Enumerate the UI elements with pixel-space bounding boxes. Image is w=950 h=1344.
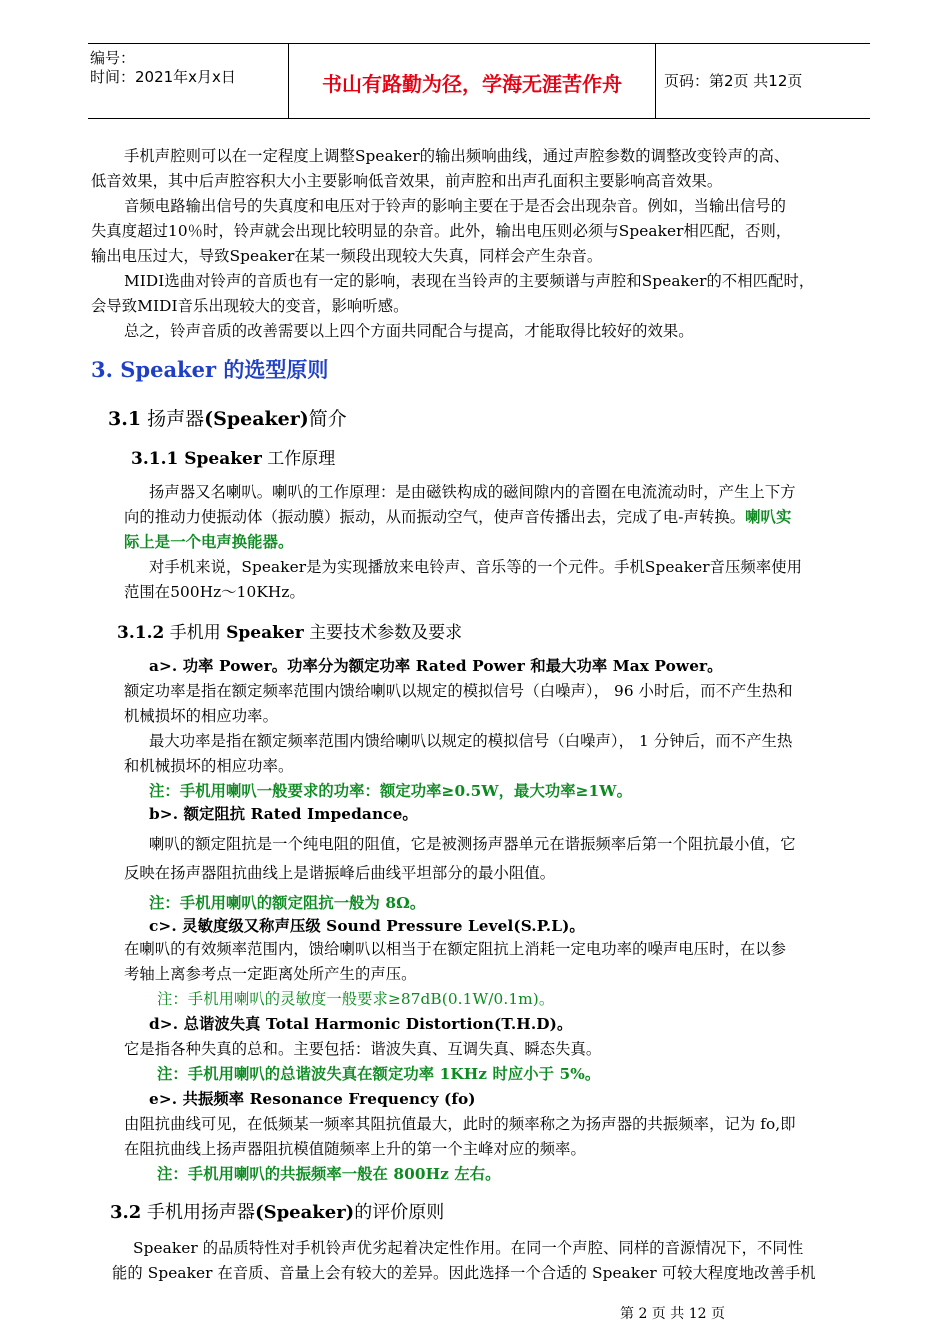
paragraph-line: 范围在500Hz～10KHz。 [124,583,305,601]
paragraph-line: MIDI选曲对铃声的音质也有一定的影响，表现在当铃声的主要频谱与声腔和Speaker的不相匹配时， [124,272,815,290]
paragraph-line: 在阻抗曲线上扬声器阻抗模值随频率上升的第一个主峰对应的频率。 [124,1140,586,1158]
note-line: 注：手机用喇叭的总谐波失真在额定功率 1KHz 时应小于 5%。 [157,1065,601,1083]
paragraph-line: 额定功率是指在额定频率范围内馈给喇叭以规定的模拟信号（白噪声）， 96 小时后，而不产生热和 [124,682,793,700]
note-line: 注：手机用喇叭的灵敏度一般要求≥87dB(0.1W/0.1m)。 [157,990,555,1008]
header-motto-cell [289,44,656,118]
subsubsection-heading: 3.1.1 Speaker 工作原理 [131,449,336,469]
header-motto: 书山有路勤为径，学海无涯苦作舟 [322,72,622,96]
paragraph-line: 喇叭的额定阻抗是一个纯电阻的阻值，它是被测扬声器单元在谐振频率后第一个阻抗最小值，它 [149,835,796,853]
paragraph-line: 和机械损坏的相应功率。 [124,757,294,775]
param-title: b>. 额定阻抗 Rated Impedance。 [149,805,418,823]
subsubsection-heading: 3.1.2 手机用 Speaker 主要技术参数及要求 [117,623,463,643]
paragraph-line: 它是指各种失真的总和。主要包括：谐波失真、互调失真、瞬态失真。 [124,1040,602,1058]
paragraph-line: 对手机来说，Speaker是为实现播放来电铃声、音乐等的一个元件。手机Speaker音压频率使用 [149,558,803,576]
page-header [88,43,870,119]
note-line: 注：手机用喇叭的共振频率一般在 800Hz 左右。 [157,1165,501,1183]
paragraph-line: 考轴上离参考点一定距离处所产生的声压。 [124,965,417,983]
header-page-cell [656,44,870,118]
param-title: c>. 灵敏度级又称声压级 Sound Pressure Level(S.P.L)。 [149,917,585,935]
header-page-info: 页码：第2页 共12页 [664,72,803,90]
param-title: e>. 共振频率 Resonance Frequency (fo) [149,1090,476,1108]
paragraph-line: 低音效果，其中后声腔容积大小主要影响低音效果，前声腔和出声孔面积主要影响高音效果。 [91,172,723,190]
paragraph-line: 扬声器又名喇叭。喇叭的工作原理：是由磁铁构成的磁间隙内的音圈在电流流动时，产生上下方 [149,483,796,501]
paragraph-line: 在喇叭的有效频率范围内，馈给喇叭以相当于在额定阻抗上消耗一定电功率的噪声电压时，在以参 [124,940,787,958]
paragraph-line: 最大功率是指在额定频率范围内馈给喇叭以规定的模拟信号（白噪声）， 1 分钟后，而不产生热 [149,732,793,750]
paragraph-line: 手机声腔则可以在一定程度上调整Speaker的输出频响曲线，通过声腔参数的调整改变铃声的高、 [124,147,790,165]
section-heading: 3. Speaker 的选型原则 [91,357,329,382]
paragraph-line: 输出电压过大，导致Speaker在某一频段出现较大失真，同样会产生杂音。 [91,247,603,265]
page-footer: 第 2 页 共 12 页 [620,1306,725,1322]
note-line: 注：手机用喇叭一般要求的功率：额定功率≥0.5W，最大功率≥1W。 [149,782,632,800]
subsection-heading: 3.2 手机用扬声器(Speaker)的评价原则 [110,1202,445,1223]
paragraph-line: 会导致MIDI音乐出现较大的变音，影响听感。 [91,297,409,315]
paragraph-line: Speaker 的品质特性对手机铃声优劣起着决定性作用。在同一个声腔、同样的音源情况下，不同性 [133,1239,804,1257]
paragraph-line: 向的推动力使振动体（振动膜）振动，从而振动空气，使声音传播出去，完成了电-声转换。喇叭实 [124,508,792,526]
paragraph-line: 机械损坏的相应功率。 [124,707,278,725]
param-title: a>. 功率 Power。功率分为额定功率 Rated Power 和最大功率 Max Power。 [149,657,723,675]
header-meta-cell [88,44,289,118]
paragraph-line: 由阻抗曲线可见，在低频某一频率其阻抗值最大，此时的频率称之为扬声器的共振频率，记为 fo,即 [124,1115,796,1133]
highlight-line: 际上是一个电声换能器。 [124,533,294,551]
subsection-heading: 3.1 扬声器(Speaker)简介 [108,408,347,430]
paragraph-line: 能的 Speaker 在音质、音量上会有较大的差异。因此选择一个合适的 Speaker 可较大程度地改善手机 [112,1264,816,1282]
paragraph-line: 反映在扬声器阻抗曲线上是谐振峰后曲线平坦部分的最小阻值。 [124,864,556,882]
paragraph-line: 失真度超过10％时，铃声就会出现比较明显的杂音。此外，输出电压则必须与Speaker相匹配，否则， [91,222,792,240]
paragraph-line: 音频电路输出信号的失真度和电压对于铃声的影响主要在于是否会出现杂音。例如，当输出信号的 [124,197,787,215]
header-code-label: 编号： [90,49,136,67]
note-line: 注：手机用喇叭的额定阻抗一般为 8Ω。 [149,894,426,912]
param-title: d>. 总谐波失真 Total Harmonic Distortion(T.H.D)。 [149,1015,573,1033]
header-time-label: 时间：2021年x月x日 [90,68,236,86]
paragraph-line: 总之，铃声音质的改善需要以上四个方面共同配合与提高，才能取得比较好的效果。 [124,322,694,340]
